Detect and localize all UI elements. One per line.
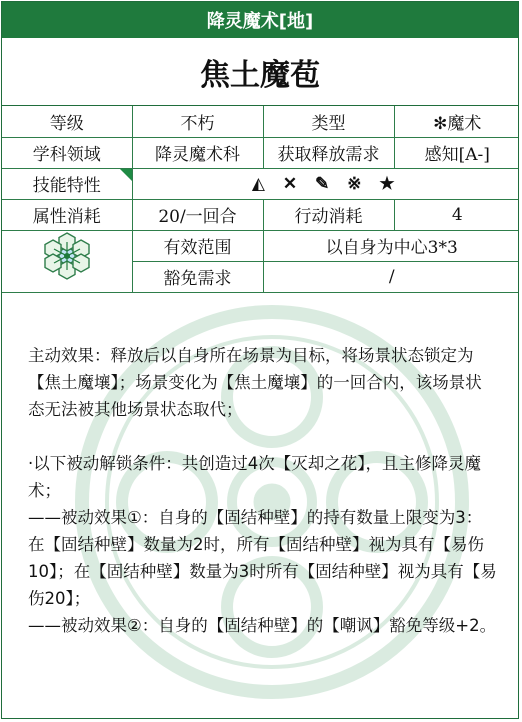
acquire-label: 获取释放需求 bbox=[263, 137, 394, 168]
action-label: 行动消耗 bbox=[263, 199, 394, 230]
attribute-table bbox=[2, 106, 519, 293]
type-label: 类型 bbox=[263, 106, 394, 137]
cost-value: 20/一回合 bbox=[132, 199, 263, 230]
range-value: 以自身为中心3*3 bbox=[263, 230, 519, 261]
acquire-value: 感知[A-] bbox=[394, 137, 519, 168]
trait-label: 技能特性 bbox=[32, 176, 101, 196]
type-value: ✻魔术 bbox=[394, 106, 519, 137]
active-effect-text: 主动效果：释放后以自身所在场景为目标，将场景状态锁定为【焦土魔壤】；场景变化为【焦土魔壤】的一回合内，该场景状态无法被其他场景状态取代； bbox=[28, 346, 482, 419]
table-row bbox=[2, 137, 519, 168]
hexagon-range-icon bbox=[37, 232, 97, 286]
table-row bbox=[2, 168, 519, 199]
trait-icons: ◭ ✕ ✎ ※ ★ bbox=[132, 168, 519, 199]
skill-card bbox=[1, 1, 519, 719]
action-value: 4 bbox=[394, 199, 519, 230]
range-label: 有效范围 bbox=[132, 230, 263, 261]
trait-label-cell bbox=[2, 168, 132, 199]
range-icon-cell bbox=[2, 230, 132, 292]
field-label: 学科领域 bbox=[2, 137, 132, 168]
passive-effect-1-text: ——被动效果①：自身的【固结种壁】的持有数量上限变为3：在【固结种壁】数量为2时，所有【固结种壁】视为具有【易伤10】；在【固结种壁】数量为3时所有【固结种壁】视为具有【易伤20】； bbox=[28, 508, 497, 608]
passive-effect-2-text: ——被动效果②：自身的【固结种壁】的【嘲讽】豁免等级+2。 bbox=[28, 616, 497, 635]
level-value: 不朽 bbox=[132, 106, 263, 137]
corner-triangle-icon bbox=[120, 169, 132, 181]
unlock-condition-text: ·以下被动解锁条件：共创造过4次【灭却之花】，且主修降灵魔术； bbox=[28, 454, 481, 500]
immune-label: 豁免需求 bbox=[132, 261, 263, 292]
skill-title: 焦土魔苞 bbox=[2, 38, 518, 106]
cost-label: 属性消耗 bbox=[2, 199, 132, 230]
description-block bbox=[28, 342, 498, 639]
immune-value: / bbox=[263, 261, 519, 292]
table-row bbox=[2, 199, 519, 230]
field-value: 降灵魔术科 bbox=[132, 137, 263, 168]
table-row bbox=[2, 230, 519, 261]
level-label: 等级 bbox=[2, 106, 132, 137]
category-header: 降灵魔术[地] bbox=[2, 2, 518, 38]
table-row bbox=[2, 106, 519, 137]
